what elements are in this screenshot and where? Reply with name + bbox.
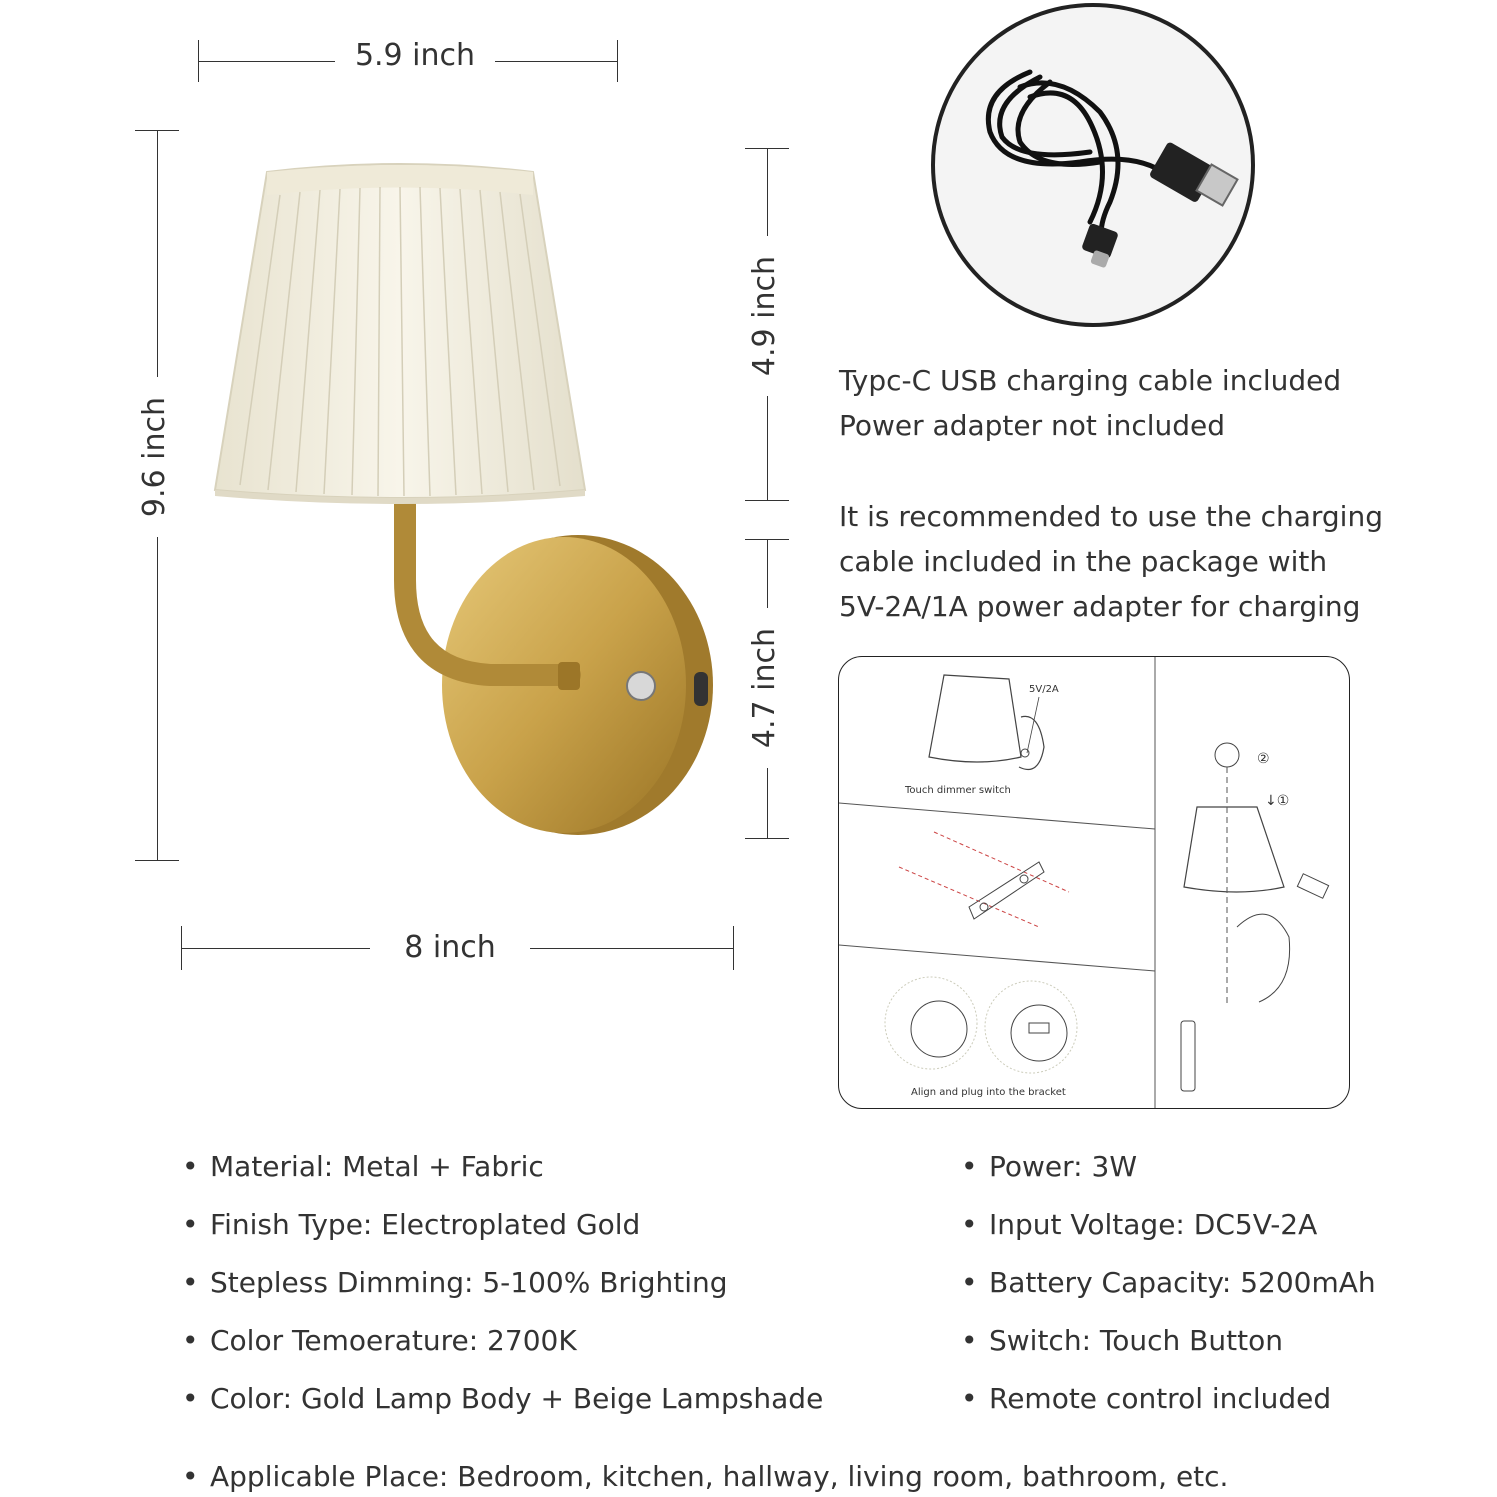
recommendation-text-3: 5V-2A/1A power adapter for charging <box>839 590 1361 623</box>
recommendation-text-2: cable included in the package with <box>839 545 1328 578</box>
spec-remote: • Remote control included <box>961 1382 1332 1415</box>
dim-top-width: 5.9 inch <box>335 38 495 73</box>
spec-applicable-place: • Applicable Place: Bedroom, kitchen, hallway, living room, bathroom, etc. <box>182 1460 1229 1493</box>
dim-depth: 8 inch <box>370 930 530 965</box>
usb-cable-image <box>930 2 1260 328</box>
spec-material: • Material: Metal + Fabric <box>182 1150 544 1183</box>
spec-switch: • Switch: Touch Button <box>961 1324 1283 1357</box>
spec-battery: • Battery Capacity: 5200mAh <box>961 1266 1376 1299</box>
spec-finish: • Finish Type: Electroplated Gold <box>182 1208 641 1241</box>
align-label: Align and plug into the bracket <box>911 1087 1066 1098</box>
spec-input-voltage: • Input Voltage: DC5V-2A <box>961 1208 1318 1241</box>
wall-lamp-illustration <box>200 150 740 850</box>
cable-included-text: Typc-C USB charging cable included <box>839 364 1342 397</box>
recommendation-text-1: It is recommended to use the charging <box>839 500 1383 533</box>
adapter-not-included-text: Power adapter not included <box>839 409 1226 442</box>
spec-color-temp: • Color Temoerature: 2700K <box>182 1324 577 1357</box>
dim-base-height: 4.7 inch <box>747 608 787 768</box>
step-1-label: ↓① <box>1265 793 1290 809</box>
spec-color: • Color: Gold Lamp Body + Beige Lampshade <box>182 1382 824 1415</box>
diagram-lines <box>839 657 1349 1108</box>
spec-dimming: • Stepless Dimming: 5-100% Brighting <box>182 1266 728 1299</box>
spec-power: • Power: 3W <box>961 1150 1137 1183</box>
dim-shade-height: 4.9 inch <box>747 236 787 396</box>
step-2-label: ② <box>1257 751 1270 767</box>
dim-total-height: 9.6 inch <box>137 377 177 537</box>
touch-switch-label: Touch dimmer switch <box>905 785 1011 796</box>
voltage-label: 5V/2A <box>1029 684 1059 695</box>
installation-diagram <box>838 656 1350 1109</box>
